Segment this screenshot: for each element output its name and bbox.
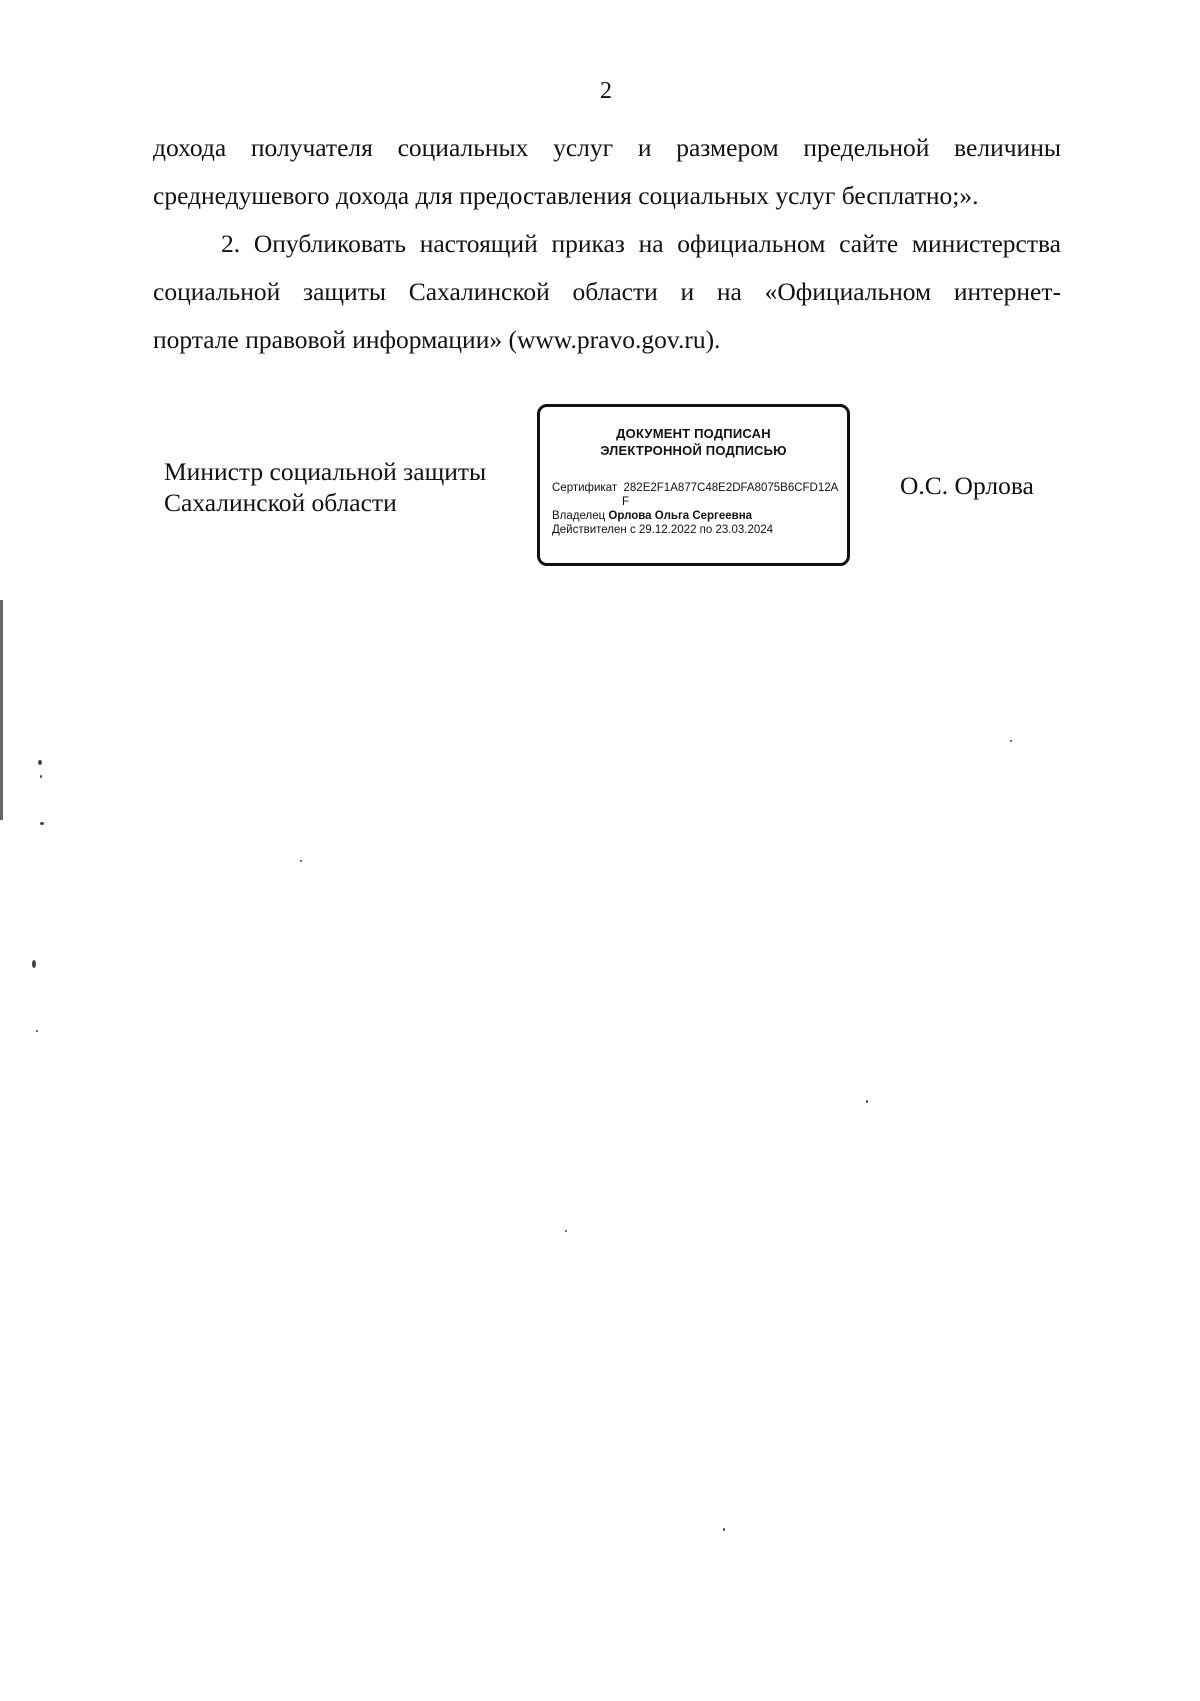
certificate-line [552, 481, 838, 495]
certificate-value: 282E2F1A877C48E2DFA8075B6CFD12A [623, 482, 839, 494]
scan-speck [723, 1528, 725, 1531]
validity-line: Действителен с 29.12.2022 по 23.03.2024 [552, 524, 774, 536]
position-line: Сахалинской области [164, 488, 397, 517]
scan-speck [1010, 740, 1012, 742]
signatory-position [164, 456, 486, 518]
position-line: Министр социальной защиты [164, 457, 487, 486]
owner-label: Владелец [552, 510, 606, 522]
paragraph-line: дохода получателя социальных услуг и размером предельной величины [153, 133, 1061, 162]
signer-name: О.С. Орлова [900, 471, 1034, 500]
owner-line [552, 509, 838, 523]
stamp-title [540, 425, 847, 459]
paragraph-line: социальной защиты Сахалинской области и на «Официальном интернет- [153, 277, 1061, 306]
paragraph-line: портале правовой информации» (www.pravo.gov.ru). [153, 325, 721, 354]
scan-speck [300, 860, 302, 862]
scan-speck [38, 760, 42, 765]
paragraph-line: среднедушевого дохода для предоставления социальных услуг бесплатно;». [153, 181, 979, 210]
stamp-title-line: ДОКУМЕНТ ПОДПИСАН [616, 426, 771, 441]
certificate-value-tail: F [622, 496, 630, 508]
scan-speck [40, 822, 44, 825]
scan-speck [32, 960, 36, 968]
scan-speck [0, 600, 3, 820]
scan-speck [866, 1100, 868, 1103]
stamp-details [552, 481, 838, 537]
scan-speck [36, 1030, 38, 1032]
e-signature-stamp [537, 404, 850, 566]
scan-speck [40, 775, 42, 778]
paragraph-line: 2. Опубликовать настоящий приказ на официальном сайте министерства [221, 229, 1061, 258]
stamp-title-line: ЭЛЕКТРОННОЙ ПОДПИСЬЮ [600, 443, 787, 458]
page-number: 2 [600, 78, 612, 104]
certificate-label: Сертификат [552, 482, 618, 494]
owner-value: Орлова Ольга Сергеевна [608, 510, 753, 522]
scan-speck [565, 1230, 567, 1232]
order-text [153, 124, 1061, 364]
